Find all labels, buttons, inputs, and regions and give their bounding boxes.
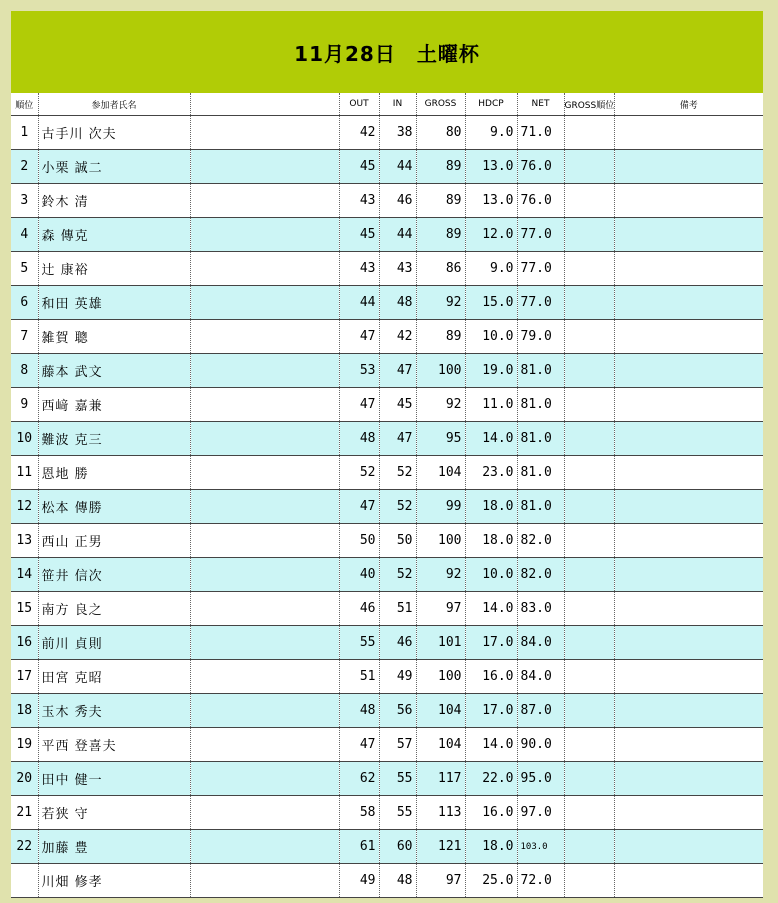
remarks-cell bbox=[614, 354, 763, 388]
name-cell: 加藤 豊 bbox=[38, 830, 190, 864]
name-cell: 笹井 信次 bbox=[38, 558, 190, 592]
out-cell: 47 bbox=[339, 490, 379, 524]
net-cell: 83.0 bbox=[517, 592, 564, 626]
net-cell: 72.0 bbox=[517, 864, 564, 898]
net-cell: 77.0 bbox=[517, 252, 564, 286]
out-cell: 40 bbox=[339, 558, 379, 592]
net-cell: 81.0 bbox=[517, 354, 564, 388]
gross-rank-cell bbox=[564, 116, 614, 150]
out-cell: 45 bbox=[339, 150, 379, 184]
in-cell: 51 bbox=[379, 592, 416, 626]
gross-cell: 97 bbox=[416, 592, 465, 626]
blank-cell bbox=[190, 150, 339, 184]
in-cell: 47 bbox=[379, 354, 416, 388]
remarks-cell bbox=[614, 422, 763, 456]
gross-rank-cell bbox=[564, 354, 614, 388]
blank-cell bbox=[190, 116, 339, 150]
col-net-header: NET bbox=[517, 93, 564, 116]
name-cell: 玉木 秀夫 bbox=[38, 694, 190, 728]
rank-cell: 1 bbox=[11, 116, 38, 150]
name-cell: 西﨑 嘉兼 bbox=[38, 388, 190, 422]
remarks-cell bbox=[614, 592, 763, 626]
gross-rank-cell bbox=[564, 626, 614, 660]
gross-cell: 99 bbox=[416, 490, 465, 524]
gross-cell: 86 bbox=[416, 252, 465, 286]
net-cell: 81.0 bbox=[517, 490, 564, 524]
net-cell: 84.0 bbox=[517, 660, 564, 694]
table-row bbox=[11, 422, 763, 456]
rank-cell: 2 bbox=[11, 150, 38, 184]
remarks-cell bbox=[614, 660, 763, 694]
remarks-cell bbox=[614, 116, 763, 150]
name-cell: 藤本 武文 bbox=[38, 354, 190, 388]
hdcp-cell: 13.0 bbox=[465, 184, 517, 218]
out-cell: 47 bbox=[339, 728, 379, 762]
blank-cell bbox=[190, 524, 339, 558]
table-row bbox=[11, 320, 763, 354]
rank-cell: 11 bbox=[11, 456, 38, 490]
rank-cell: 22 bbox=[11, 830, 38, 864]
gross-rank-cell bbox=[564, 456, 614, 490]
in-cell: 44 bbox=[379, 150, 416, 184]
table-row bbox=[11, 830, 763, 864]
out-cell: 43 bbox=[339, 252, 379, 286]
remarks-cell bbox=[614, 150, 763, 184]
gross-rank-cell bbox=[564, 830, 614, 864]
blank-cell bbox=[190, 252, 339, 286]
out-cell: 49 bbox=[339, 864, 379, 898]
blank-cell bbox=[190, 762, 339, 796]
out-cell: 61 bbox=[339, 830, 379, 864]
results-table bbox=[11, 93, 763, 898]
blank-cell bbox=[190, 354, 339, 388]
name-cell: 古手川 次夫 bbox=[38, 116, 190, 150]
in-cell: 46 bbox=[379, 184, 416, 218]
name-cell: 鈴木 清 bbox=[38, 184, 190, 218]
table-row bbox=[11, 558, 763, 592]
hdcp-cell: 17.0 bbox=[465, 694, 517, 728]
table-row bbox=[11, 796, 763, 830]
col-hdcp-header: HDCP bbox=[465, 93, 517, 116]
gross-cell: 100 bbox=[416, 524, 465, 558]
rank-cell: 15 bbox=[11, 592, 38, 626]
net-cell: 76.0 bbox=[517, 184, 564, 218]
gross-rank-cell bbox=[564, 320, 614, 354]
hdcp-cell: 23.0 bbox=[465, 456, 517, 490]
page-title: 11月28日 土曜杯 bbox=[294, 41, 480, 66]
remarks-cell bbox=[614, 490, 763, 524]
rank-cell: 17 bbox=[11, 660, 38, 694]
hdcp-cell: 13.0 bbox=[465, 150, 517, 184]
gross-rank-cell bbox=[564, 422, 614, 456]
table-row bbox=[11, 864, 763, 898]
net-cell: 84.0 bbox=[517, 626, 564, 660]
remarks-cell bbox=[614, 320, 763, 354]
rank-cell: 5 bbox=[11, 252, 38, 286]
gross-rank-cell bbox=[564, 728, 614, 762]
gross-cell: 113 bbox=[416, 796, 465, 830]
gross-cell: 117 bbox=[416, 762, 465, 796]
gross-cell: 89 bbox=[416, 218, 465, 252]
name-cell: 和田 英雄 bbox=[38, 286, 190, 320]
blank-cell bbox=[190, 864, 339, 898]
in-cell: 44 bbox=[379, 218, 416, 252]
gross-rank-cell bbox=[564, 286, 614, 320]
hdcp-cell: 17.0 bbox=[465, 626, 517, 660]
name-cell: 前川 貞則 bbox=[38, 626, 190, 660]
results-sheet bbox=[11, 11, 763, 897]
remarks-cell bbox=[614, 694, 763, 728]
gross-cell: 92 bbox=[416, 558, 465, 592]
gross-cell: 101 bbox=[416, 626, 465, 660]
gross-cell: 89 bbox=[416, 150, 465, 184]
out-cell: 45 bbox=[339, 218, 379, 252]
col-remarks-header: 備考 bbox=[614, 93, 763, 116]
net-cell: 79.0 bbox=[517, 320, 564, 354]
rank-cell bbox=[11, 864, 38, 898]
net-cell: 103.0 bbox=[517, 830, 564, 864]
hdcp-cell: 18.0 bbox=[465, 830, 517, 864]
net-cell: 90.0 bbox=[517, 728, 564, 762]
table-row bbox=[11, 728, 763, 762]
table-row bbox=[11, 286, 763, 320]
table-row bbox=[11, 150, 763, 184]
hdcp-cell: 11.0 bbox=[465, 388, 517, 422]
gross-rank-cell bbox=[564, 490, 614, 524]
gross-cell: 92 bbox=[416, 388, 465, 422]
net-cell: 82.0 bbox=[517, 524, 564, 558]
hdcp-cell: 14.0 bbox=[465, 592, 517, 626]
remarks-cell bbox=[614, 286, 763, 320]
blank-cell bbox=[190, 660, 339, 694]
out-cell: 62 bbox=[339, 762, 379, 796]
name-cell: 森 傳克 bbox=[38, 218, 190, 252]
gross-rank-cell bbox=[564, 388, 614, 422]
gross-cell: 104 bbox=[416, 456, 465, 490]
hdcp-cell: 18.0 bbox=[465, 524, 517, 558]
gross-rank-cell bbox=[564, 694, 614, 728]
name-cell: 恩地 勝 bbox=[38, 456, 190, 490]
header-row bbox=[11, 93, 763, 116]
table-row bbox=[11, 762, 763, 796]
rank-cell: 4 bbox=[11, 218, 38, 252]
table-row bbox=[11, 116, 763, 150]
gross-cell: 89 bbox=[416, 184, 465, 218]
rank-cell: 3 bbox=[11, 184, 38, 218]
net-cell: 81.0 bbox=[517, 388, 564, 422]
table-row bbox=[11, 490, 763, 524]
title-banner bbox=[11, 11, 763, 93]
net-cell: 87.0 bbox=[517, 694, 564, 728]
remarks-cell bbox=[614, 626, 763, 660]
out-cell: 43 bbox=[339, 184, 379, 218]
table-row bbox=[11, 694, 763, 728]
remarks-cell bbox=[614, 218, 763, 252]
hdcp-cell: 10.0 bbox=[465, 558, 517, 592]
out-cell: 51 bbox=[339, 660, 379, 694]
out-cell: 44 bbox=[339, 286, 379, 320]
net-cell: 81.0 bbox=[517, 422, 564, 456]
gross-cell: 121 bbox=[416, 830, 465, 864]
rank-cell: 10 bbox=[11, 422, 38, 456]
out-cell: 58 bbox=[339, 796, 379, 830]
hdcp-cell: 22.0 bbox=[465, 762, 517, 796]
gross-cell: 89 bbox=[416, 320, 465, 354]
remarks-cell bbox=[614, 830, 763, 864]
blank-cell bbox=[190, 626, 339, 660]
blank-cell bbox=[190, 728, 339, 762]
col-rank-header: 順位 bbox=[11, 93, 38, 116]
blank-cell bbox=[190, 796, 339, 830]
col-out-header: OUT bbox=[339, 93, 379, 116]
blank-cell bbox=[190, 184, 339, 218]
table-row bbox=[11, 252, 763, 286]
remarks-cell bbox=[614, 388, 763, 422]
gross-cell: 100 bbox=[416, 660, 465, 694]
blank-cell bbox=[190, 490, 339, 524]
net-cell: 95.0 bbox=[517, 762, 564, 796]
name-cell: 田中 健一 bbox=[38, 762, 190, 796]
in-cell: 55 bbox=[379, 762, 416, 796]
name-cell: 南方 良之 bbox=[38, 592, 190, 626]
gross-rank-cell bbox=[564, 660, 614, 694]
rank-cell: 7 bbox=[11, 320, 38, 354]
in-cell: 43 bbox=[379, 252, 416, 286]
name-cell: 雑賀 聰 bbox=[38, 320, 190, 354]
table-row bbox=[11, 456, 763, 490]
blank-cell bbox=[190, 388, 339, 422]
in-cell: 49 bbox=[379, 660, 416, 694]
in-cell: 38 bbox=[379, 116, 416, 150]
out-cell: 48 bbox=[339, 694, 379, 728]
col-gross-header: GROSS bbox=[416, 93, 465, 116]
hdcp-cell: 16.0 bbox=[465, 660, 517, 694]
name-cell: 平西 登喜夫 bbox=[38, 728, 190, 762]
blank-cell bbox=[190, 320, 339, 354]
name-cell: 辻 康裕 bbox=[38, 252, 190, 286]
blank-cell bbox=[190, 558, 339, 592]
in-cell: 55 bbox=[379, 796, 416, 830]
gross-rank-cell bbox=[564, 218, 614, 252]
in-cell: 52 bbox=[379, 456, 416, 490]
in-cell: 45 bbox=[379, 388, 416, 422]
hdcp-cell: 18.0 bbox=[465, 490, 517, 524]
rank-cell: 14 bbox=[11, 558, 38, 592]
col-blank-header bbox=[190, 93, 339, 116]
out-cell: 47 bbox=[339, 388, 379, 422]
net-cell: 76.0 bbox=[517, 150, 564, 184]
rank-cell: 18 bbox=[11, 694, 38, 728]
name-cell: 難波 克三 bbox=[38, 422, 190, 456]
remarks-cell bbox=[614, 558, 763, 592]
remarks-cell bbox=[614, 252, 763, 286]
gross-cell: 97 bbox=[416, 864, 465, 898]
in-cell: 48 bbox=[379, 286, 416, 320]
table-row bbox=[11, 592, 763, 626]
remarks-cell bbox=[614, 728, 763, 762]
net-cell: 77.0 bbox=[517, 286, 564, 320]
rank-cell: 16 bbox=[11, 626, 38, 660]
table-row bbox=[11, 388, 763, 422]
blank-cell bbox=[190, 422, 339, 456]
remarks-cell bbox=[614, 864, 763, 898]
gross-rank-cell bbox=[564, 592, 614, 626]
out-cell: 48 bbox=[339, 422, 379, 456]
name-cell: 川畑 修孝 bbox=[38, 864, 190, 898]
blank-cell bbox=[190, 592, 339, 626]
in-cell: 50 bbox=[379, 524, 416, 558]
out-cell: 42 bbox=[339, 116, 379, 150]
name-cell: 田宮 克昭 bbox=[38, 660, 190, 694]
rank-cell: 20 bbox=[11, 762, 38, 796]
col-name-header: 参加者氏名 bbox=[38, 93, 190, 116]
table-row bbox=[11, 218, 763, 252]
in-cell: 56 bbox=[379, 694, 416, 728]
in-cell: 52 bbox=[379, 490, 416, 524]
rank-cell: 8 bbox=[11, 354, 38, 388]
hdcp-cell: 16.0 bbox=[465, 796, 517, 830]
col-in-header: IN bbox=[379, 93, 416, 116]
rank-cell: 19 bbox=[11, 728, 38, 762]
out-cell: 46 bbox=[339, 592, 379, 626]
name-cell: 西山 正男 bbox=[38, 524, 190, 558]
net-cell: 71.0 bbox=[517, 116, 564, 150]
rank-cell: 6 bbox=[11, 286, 38, 320]
gross-rank-cell bbox=[564, 252, 614, 286]
name-cell: 松本 傳勝 bbox=[38, 490, 190, 524]
gross-rank-cell bbox=[564, 796, 614, 830]
out-cell: 50 bbox=[339, 524, 379, 558]
blank-cell bbox=[190, 218, 339, 252]
blank-cell bbox=[190, 694, 339, 728]
table-row bbox=[11, 524, 763, 558]
gross-cell: 80 bbox=[416, 116, 465, 150]
net-cell: 97.0 bbox=[517, 796, 564, 830]
table-row bbox=[11, 660, 763, 694]
gross-cell: 95 bbox=[416, 422, 465, 456]
remarks-cell bbox=[614, 762, 763, 796]
net-cell: 82.0 bbox=[517, 558, 564, 592]
hdcp-cell: 25.0 bbox=[465, 864, 517, 898]
hdcp-cell: 9.0 bbox=[465, 116, 517, 150]
blank-cell bbox=[190, 286, 339, 320]
name-cell: 小栗 誠二 bbox=[38, 150, 190, 184]
out-cell: 47 bbox=[339, 320, 379, 354]
rank-cell: 9 bbox=[11, 388, 38, 422]
out-cell: 55 bbox=[339, 626, 379, 660]
rank-cell: 13 bbox=[11, 524, 38, 558]
gross-rank-cell bbox=[564, 524, 614, 558]
gross-rank-cell bbox=[564, 184, 614, 218]
gross-rank-cell bbox=[564, 150, 614, 184]
net-cell: 77.0 bbox=[517, 218, 564, 252]
gross-rank-cell bbox=[564, 762, 614, 796]
hdcp-cell: 9.0 bbox=[465, 252, 517, 286]
gross-cell: 104 bbox=[416, 728, 465, 762]
remarks-cell bbox=[614, 456, 763, 490]
blank-cell bbox=[190, 456, 339, 490]
remarks-cell bbox=[614, 796, 763, 830]
hdcp-cell: 14.0 bbox=[465, 422, 517, 456]
name-cell: 若狭 守 bbox=[38, 796, 190, 830]
gross-cell: 100 bbox=[416, 354, 465, 388]
hdcp-cell: 10.0 bbox=[465, 320, 517, 354]
out-cell: 53 bbox=[339, 354, 379, 388]
in-cell: 52 bbox=[379, 558, 416, 592]
gross-rank-cell bbox=[564, 864, 614, 898]
in-cell: 47 bbox=[379, 422, 416, 456]
gross-cell: 92 bbox=[416, 286, 465, 320]
out-cell: 52 bbox=[339, 456, 379, 490]
hdcp-cell: 14.0 bbox=[465, 728, 517, 762]
in-cell: 46 bbox=[379, 626, 416, 660]
hdcp-cell: 15.0 bbox=[465, 286, 517, 320]
in-cell: 48 bbox=[379, 864, 416, 898]
table-row bbox=[11, 626, 763, 660]
hdcp-cell: 12.0 bbox=[465, 218, 517, 252]
gross-rank-cell bbox=[564, 558, 614, 592]
table-row bbox=[11, 184, 763, 218]
remarks-cell bbox=[614, 524, 763, 558]
rank-cell: 12 bbox=[11, 490, 38, 524]
hdcp-cell: 19.0 bbox=[465, 354, 517, 388]
remarks-cell bbox=[614, 184, 763, 218]
rank-cell: 21 bbox=[11, 796, 38, 830]
in-cell: 60 bbox=[379, 830, 416, 864]
blank-cell bbox=[190, 830, 339, 864]
col-gross-rank-header: GROSS順位 bbox=[564, 93, 614, 116]
table-row bbox=[11, 354, 763, 388]
net-cell: 81.0 bbox=[517, 456, 564, 490]
in-cell: 57 bbox=[379, 728, 416, 762]
gross-cell: 104 bbox=[416, 694, 465, 728]
in-cell: 42 bbox=[379, 320, 416, 354]
